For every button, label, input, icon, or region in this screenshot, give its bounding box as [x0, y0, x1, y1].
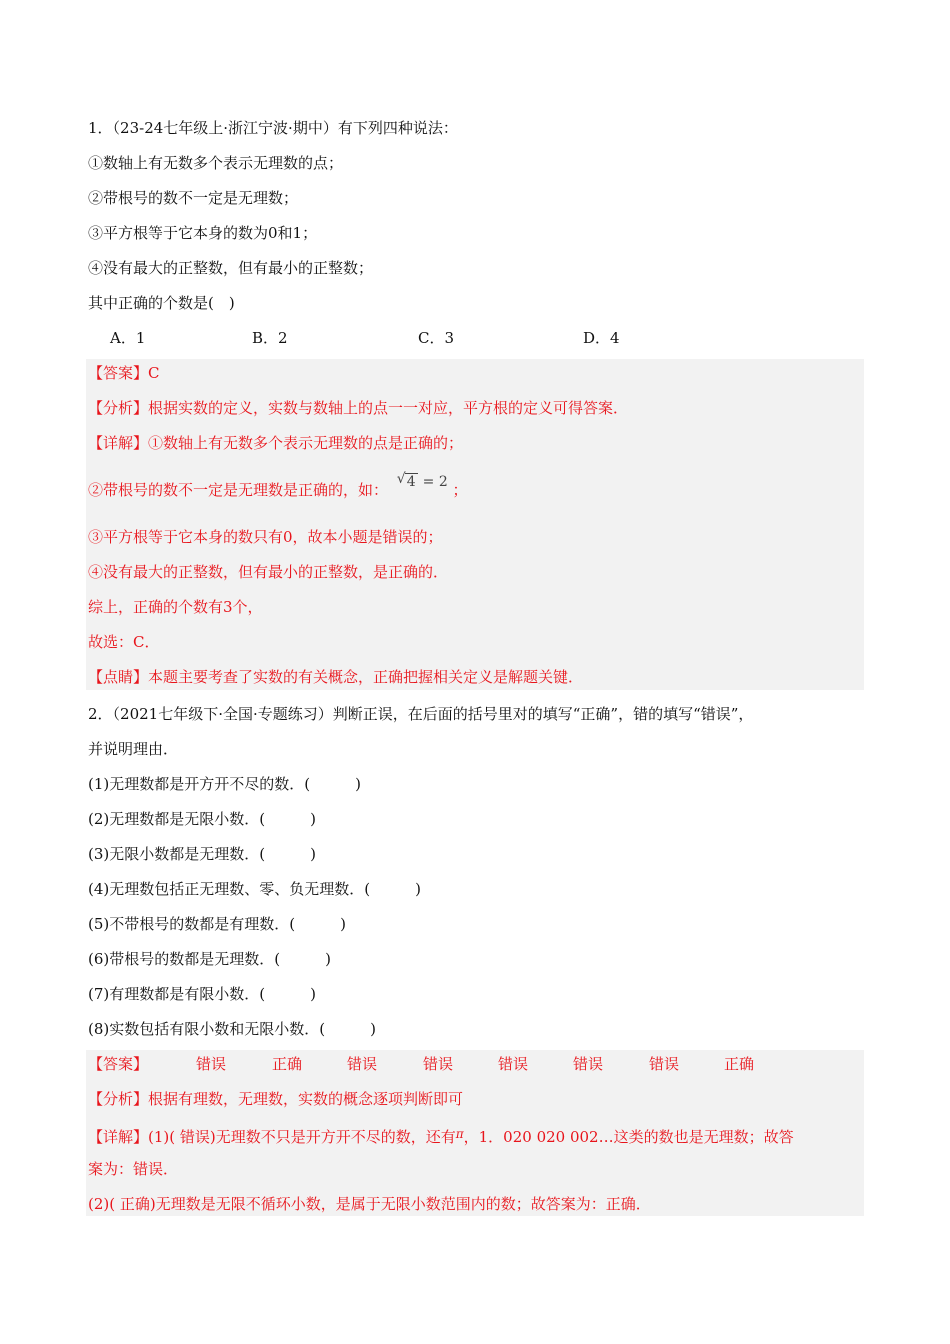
q1-summary: 综上，正确的个数有3个，	[88, 598, 263, 616]
q2-detail-1-text: 【详解】(1)( 错误)无理数不只是开方开不尽的数，还有	[88, 1128, 456, 1146]
q1-item-3: ③平方根等于它本身的数为0和1；	[88, 224, 318, 242]
sqrt-radicand: 4	[406, 474, 416, 490]
q2-answer-4: 错误	[423, 1055, 454, 1073]
q1-detail-3: ③平方根等于它本身的数只有0，故本小题是错误的；	[88, 528, 443, 546]
q2-item-3: (3)无限小数都是无理数．( )	[88, 845, 316, 863]
q1-detail-2-end: ；	[452, 481, 468, 499]
q1-item-1: ①数轴上有无数多个表示无理数的点；	[88, 154, 344, 172]
q1-option-c: C．3	[418, 329, 455, 347]
q2-answer-2: 正确	[272, 1055, 303, 1073]
q1-comment: 【点睛】本题主要考查了实数的有关概念，正确把握相关定义是解题关键．	[88, 668, 584, 686]
q1-analysis: 【分析】根据实数的定义，实数与数轴上的点一一对应，平方根的定义可得答案．	[88, 399, 629, 417]
q2-item-2: (2)无理数都是无限小数．( )	[88, 810, 316, 828]
q1-detail-4: ④没有最大的正整数，但有最小的正整数，是正确的．	[88, 563, 449, 581]
q2-item-6: (6)带根号的数都是无理数．( )	[88, 950, 331, 968]
q2-stem-line-1: 2．（2021七年级下·全国·专题练习）判断正误，在后面的括号里对的填写“正确”，错的填写“错误”，	[88, 705, 754, 723]
radical-icon: √	[396, 471, 406, 487]
q1-stem: 1．（23-24七年级上·浙江宁波·期中）有下列四种说法：	[88, 119, 458, 137]
q1-detail-2-text: ②带根号的数不一定是无理数是正确的，如：	[88, 481, 389, 499]
q2-answer-7: 错误	[649, 1055, 680, 1073]
q1-question: 其中正确的个数是( )	[88, 294, 235, 312]
q1-detail-1: 【详解】①数轴上有无数多个表示无理数的点是正确的；	[88, 434, 464, 452]
q2-detail-1-line-2: 案为：错误．	[88, 1160, 179, 1178]
q2-item-5: (5)不带根号的数都是有理数．( )	[88, 915, 346, 933]
q1-detail-2	[88, 471, 468, 502]
q2-item-8: (8)实数包括有限小数和无限小数．( )	[88, 1020, 376, 1038]
q2-item-1: (1)无理数都是开方开不尽的数．( )	[88, 775, 361, 793]
q1-option-d: D．4	[583, 329, 620, 347]
pi-symbol: π	[455, 1127, 464, 1141]
q2-stem-line-2: 并说明理由．	[88, 740, 179, 758]
q1-item-4: ④没有最大的正整数，但有最小的正整数；	[88, 259, 374, 277]
q1-answer: 【答案】C	[88, 364, 160, 382]
q2-answer-label: 【答案】	[88, 1055, 149, 1073]
q2-analysis: 【分析】根据有理数，无理数，实数的概念逐项判断即可	[88, 1090, 464, 1108]
q1-item-2: ②带根号的数不一定是无理数；	[88, 189, 299, 207]
q2-item-7: (7)有理数都是有限小数．( )	[88, 985, 316, 1003]
q2-detail-2: (2)( 正确)无理数是无限不循环小数，是属于无限小数范围内的数；故答案为：正确．	[88, 1195, 651, 1213]
q2-answer-8: 正确	[724, 1055, 755, 1073]
sqrt-formula	[397, 468, 448, 490]
q2-detail-1	[88, 1123, 794, 1148]
q2-detail-1-rest: ，1．020 020 002…这类的数也是无理数；故答	[463, 1128, 794, 1146]
q2-answer-row	[0, 1053, 950, 1075]
q1-option-b: B．2	[252, 329, 288, 347]
q2-answer-6: 错误	[573, 1055, 604, 1073]
sqrt-rhs: = 2	[422, 474, 448, 490]
q1-option-a: A．1	[110, 329, 146, 347]
q2-answer-3: 错误	[347, 1055, 378, 1073]
q2-answer-5: 错误	[498, 1055, 529, 1073]
q2-answer-1: 错误	[196, 1055, 227, 1073]
q1-choice: 故选：C．	[88, 633, 160, 651]
q2-item-4: (4)无理数包括正无理数、零、负无理数．( )	[88, 880, 421, 898]
